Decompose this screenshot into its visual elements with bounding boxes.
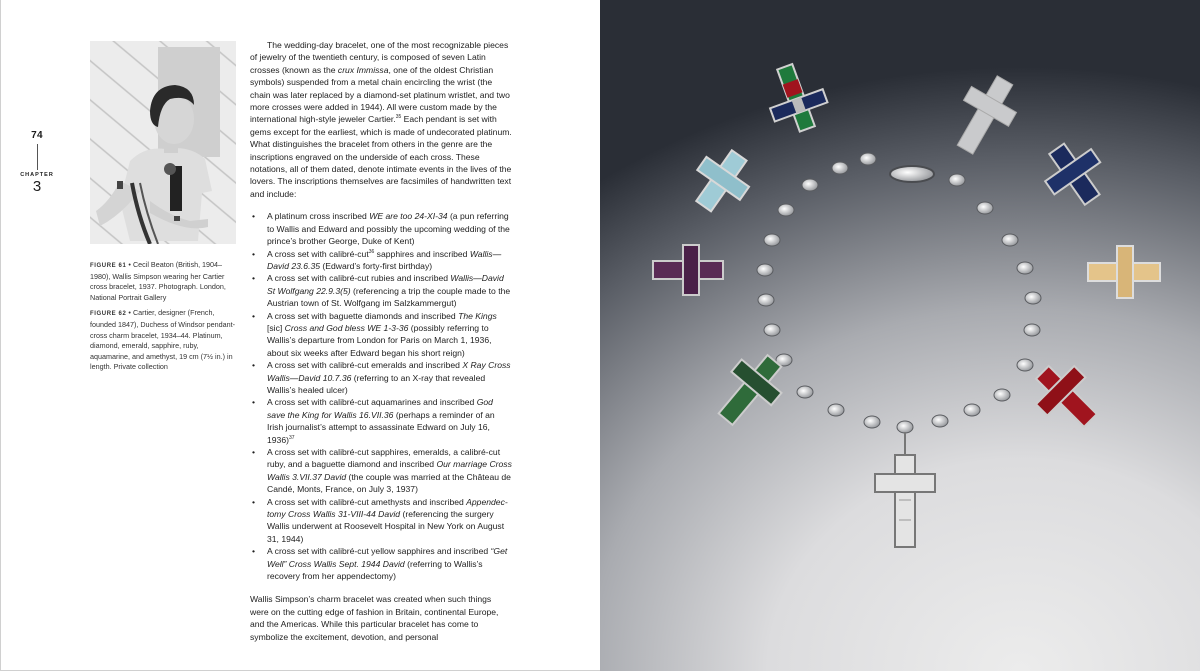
caption-text: Cartier, designer (French, founded 1847), Duchess of Windsor pendant-cross charm bracelet, 1934–44. Platinum, diamond, emerald, sapphire, ruby, aquamarine, and amethyst, 19 cm (7½ in.) in length. Private collection bbox=[90, 308, 236, 372]
right-page-bracelet-photo bbox=[600, 0, 1200, 671]
footnote-ref[interactable]: 37 bbox=[288, 434, 295, 441]
list-item bbox=[250, 396, 512, 446]
folio-rule bbox=[37, 144, 38, 170]
body-text bbox=[250, 39, 512, 643]
bracelet-image bbox=[600, 0, 1200, 671]
list-item bbox=[250, 210, 512, 247]
footnote-ref[interactable]: 35 bbox=[395, 114, 402, 121]
cross-ruby bbox=[1023, 353, 1109, 439]
chapter-label: CHAPTER bbox=[20, 172, 54, 178]
inscription: “Get Well” Cross Wallis Sept. 1944 David bbox=[267, 546, 508, 569]
text-run: A cross set with calibré-cut emeralds and inscribed bbox=[267, 360, 463, 371]
bullet-icon: • bbox=[252, 360, 256, 371]
text-run: , one of the oldest Christian symbols) suspended from a metal chain encircling the wrist (the chain was later replaced by a diamond-set platinum wristlet, and two more crosses were added in 1944). All were custom made by the international high-style jeweler Cartier. bbox=[250, 64, 510, 125]
text-run: (referring to Wallis’s recovery from her appendectomy) bbox=[267, 558, 483, 582]
caption-separator: • bbox=[128, 308, 131, 318]
text-run: Each pendant is set with gems except for the earliest, which is made of undecorated platinum. What distinguishes the bracelet from others in the genre are the inscriptions engraved on the underside of each cross. These notations, all of them dated, denote intimate events in the lives of the lovers. The inscriptions themselves are facsimiles of handwritten text and include: bbox=[250, 114, 512, 199]
caption-text: Cecil Beaton (British, 1904–1980), Wallis Simpson wearing her Cartier cross bracelet, 1937. Photograph. London, National Portrait Gallery bbox=[90, 260, 226, 302]
inscription: Our marriage Cross Wallis 3.VII.37 David bbox=[267, 459, 512, 482]
portrait-image bbox=[90, 41, 236, 244]
text-run: A cross set with baguette diamonds and inscribed bbox=[267, 310, 459, 321]
caption-separator: • bbox=[128, 260, 131, 269]
bullet-icon: • bbox=[252, 273, 256, 284]
cross-amethyst bbox=[653, 245, 723, 295]
text-run: (perhaps a reminder of an Irish journalist’s attempt to assassinate Edward on July 16, 1936) bbox=[267, 409, 495, 445]
text-run: A cross set with calibré-cut yellow sapphires and inscribed bbox=[267, 546, 491, 557]
inscription: WE are too 24-XI-34 bbox=[369, 211, 448, 222]
list-item bbox=[250, 310, 512, 360]
list-item bbox=[250, 248, 512, 273]
intro-paragraph bbox=[250, 39, 512, 200]
bullet-icon: • bbox=[252, 397, 256, 408]
list-item bbox=[250, 496, 512, 546]
bullet-icon: • bbox=[252, 211, 256, 222]
bullet-icon: • bbox=[252, 447, 256, 457]
text-run: (referencing a trip the couple made to the Austrian town of St. Wolfgang im Salzkammergut) bbox=[267, 285, 511, 309]
cross-emerald-ruby-sapphire bbox=[758, 57, 833, 138]
footnote-ref[interactable]: 36 bbox=[368, 248, 375, 255]
list-item bbox=[250, 272, 512, 309]
text-run: (referring to an X-ray that revealed Wallis’s healed ulcer) bbox=[267, 372, 486, 395]
cross-baguette-diamond bbox=[875, 432, 935, 547]
cross-sapphire bbox=[1034, 133, 1115, 216]
text-run: (possibly referring to Wallis’s departure from London for Paris on March 1, 1936, about six weeks after Edward began his short reign) bbox=[267, 322, 492, 358]
italic-term: crux Immissa bbox=[337, 64, 389, 75]
inscription-list bbox=[250, 210, 512, 582]
text-run: A cross set with calibré-cut amethysts and inscribed bbox=[267, 496, 467, 507]
bullet-icon: • bbox=[252, 310, 256, 321]
text-run: (Edward’s forty-first birthday) bbox=[320, 260, 433, 271]
text-run: (the couple was married at the Château de Candé, Monts, France, on July 3, 1937) bbox=[267, 471, 511, 495]
cross-platinum bbox=[942, 67, 1027, 162]
text-run: A platinum cross inscribed bbox=[267, 211, 370, 222]
text-run: [sic] bbox=[267, 322, 285, 333]
inscription: Wallis—David 23.6.35 bbox=[267, 248, 502, 271]
cross-yellow-sapphire bbox=[1088, 246, 1160, 298]
portrait-photo bbox=[90, 41, 236, 244]
text-run: A cross set with calibré-cut aquamarines and inscribed bbox=[267, 397, 477, 408]
caption-figure-61 bbox=[90, 260, 240, 303]
figure-captions bbox=[90, 260, 240, 378]
text-run: A cross set with calibré-cut rubies and inscribed bbox=[267, 273, 451, 284]
diamond-chain bbox=[757, 153, 1041, 433]
figure-label: FIGURE 61 bbox=[90, 263, 127, 269]
chapter-number: 3 bbox=[32, 178, 42, 195]
bullet-icon: • bbox=[252, 546, 256, 557]
page-number: 74 bbox=[31, 130, 43, 141]
inscription: Appendectomy Cross Wallis 31-VIII-44 David bbox=[267, 496, 508, 520]
bullet-icon: • bbox=[252, 248, 256, 259]
inscription: X Ray Cross Wallis—David 10.7.36 bbox=[267, 360, 511, 383]
inscription: God save the King for Wallis 16.VII.36 bbox=[267, 397, 493, 420]
text-run: A cross set with calibré-cut bbox=[267, 248, 369, 259]
closing-paragraph: Wallis Simpson’s charm bracelet was created when such things were on the cutting edge of fashion in Britain, continental Europe, and the Americas. While this particular bracelet has come to symbolize the excitement, devotion, and personal bbox=[250, 594, 499, 642]
text-run: (a pun referring to Wallis and Edward and possibly the upcoming wedding of the prince’s brother George, Duke of Kent) bbox=[267, 211, 510, 247]
cross-aquamarine bbox=[682, 141, 760, 222]
marquise-clasp bbox=[890, 166, 934, 182]
folio bbox=[19, 130, 55, 194]
text-run: sapphires and inscribed bbox=[374, 248, 470, 259]
list-item bbox=[250, 446, 512, 496]
inscription: Wallis—David St Wolfgang 22.9.3(5) bbox=[267, 273, 504, 296]
list-item bbox=[250, 545, 512, 582]
text-run: The wedding-day bracelet, one of the most recognizable pieces of jewelry of the twentieth century, is composed of seven Latin crosses (known as the bbox=[250, 40, 509, 75]
text-run: (referencing the surgery Wallis underwent at Roosevelt Hospital in New York on August 31, 1944) bbox=[267, 509, 505, 544]
caption-figure-62 bbox=[90, 308, 240, 373]
bullet-icon: • bbox=[252, 496, 256, 507]
text-run: A cross set with calibré-cut sapphires, emeralds, a calibré-cut ruby, and a baguette diamond and inscribed bbox=[267, 447, 501, 470]
list-item bbox=[250, 359, 512, 396]
inscription: The Kings bbox=[458, 310, 497, 321]
inscription: Cross and God bless WE 1-3-36 bbox=[284, 322, 409, 333]
figure-label: FIGURE 62 bbox=[90, 311, 127, 318]
